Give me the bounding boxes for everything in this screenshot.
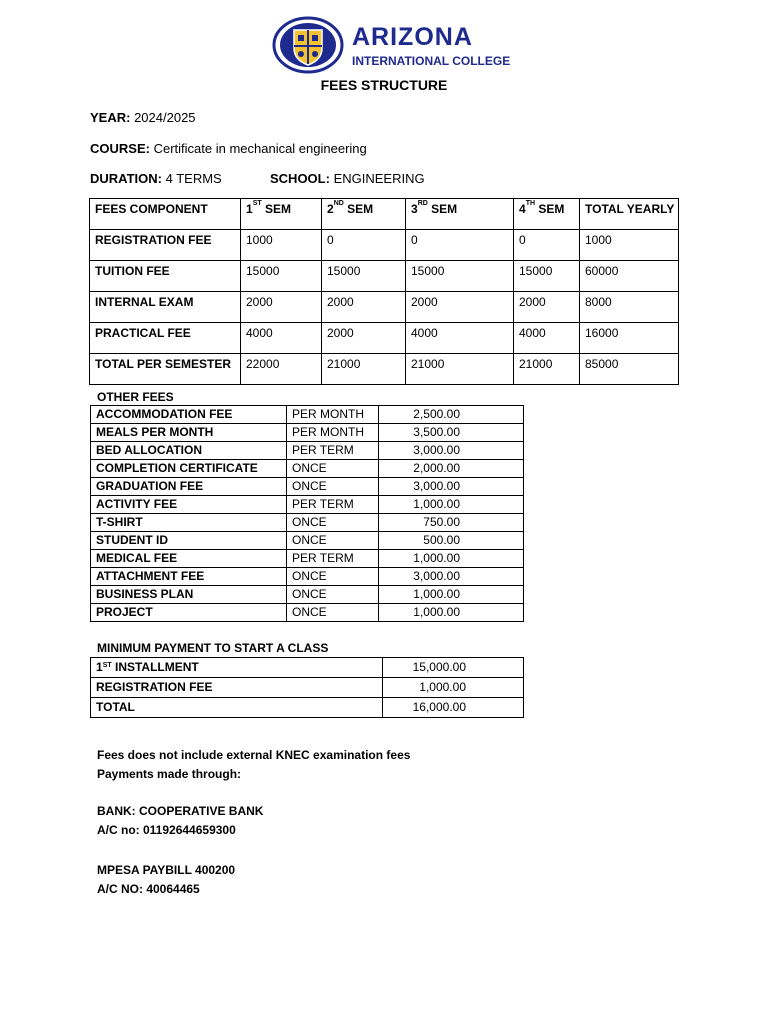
other-fees-title: OTHER FEES bbox=[97, 390, 174, 404]
fee-frequency: PER MONTH bbox=[287, 406, 379, 424]
document-title: FEES STRUCTURE bbox=[320, 77, 448, 93]
mpesa-account: A/C NO: 40064465 bbox=[97, 882, 200, 896]
table-cell: 0 bbox=[514, 230, 580, 261]
fee-amount: 1,000.00 bbox=[379, 550, 524, 568]
table-cell: 4000 bbox=[406, 323, 514, 354]
fee-amount: 500.00 bbox=[379, 532, 524, 550]
payment-item: REGISTRATION FEE bbox=[91, 678, 383, 698]
table-cell: 2000 bbox=[514, 292, 580, 323]
row-label: TUITION FEE bbox=[90, 261, 241, 292]
header-sem-2: 2ND SEM bbox=[322, 199, 406, 230]
fee-item: BUSINESS PLAN bbox=[91, 586, 287, 604]
min-payment-table bbox=[90, 657, 524, 718]
table-row bbox=[91, 586, 524, 604]
table-row bbox=[91, 604, 524, 622]
fee-frequency: PER TERM bbox=[287, 442, 379, 460]
fee-amount: 2,500.00 bbox=[379, 406, 524, 424]
table-row bbox=[90, 354, 679, 385]
fee-frequency: ONCE bbox=[287, 478, 379, 496]
school-line bbox=[270, 171, 425, 187]
table-row bbox=[91, 698, 524, 718]
row-label: REGISTRATION FEE bbox=[90, 230, 241, 261]
fee-amount: 1,000.00 bbox=[379, 586, 524, 604]
row-label: TOTAL PER SEMESTER bbox=[90, 354, 241, 385]
year-line bbox=[90, 110, 196, 126]
table-row bbox=[90, 323, 679, 354]
table-cell: 0 bbox=[322, 230, 406, 261]
row-label: INTERNAL EXAM bbox=[90, 292, 241, 323]
fee-amount: 1,000.00 bbox=[379, 496, 524, 514]
fee-item: BED ALLOCATION bbox=[91, 442, 287, 460]
table-cell: 2000 bbox=[322, 292, 406, 323]
fee-amount: 3,000.00 bbox=[379, 568, 524, 586]
header-sem-3: 3RD SEM bbox=[406, 199, 514, 230]
table-row bbox=[90, 292, 679, 323]
fee-frequency: ONCE bbox=[287, 568, 379, 586]
fee-item: STUDENT ID bbox=[91, 532, 287, 550]
duration-label: DURATION: bbox=[90, 171, 162, 186]
table-cell: 15000 bbox=[322, 261, 406, 292]
bank-account: A/C no: 01192644659300 bbox=[97, 823, 236, 837]
payment-methods-heading: Payments made through: bbox=[97, 767, 242, 781]
fee-frequency: ONCE bbox=[287, 586, 379, 604]
year-label: YEAR: bbox=[90, 110, 131, 125]
table-row bbox=[91, 478, 524, 496]
table-row bbox=[91, 568, 524, 586]
table-row bbox=[90, 261, 679, 292]
table-cell: 2000 bbox=[241, 292, 322, 323]
other-fees-table bbox=[90, 405, 524, 622]
table-row bbox=[91, 424, 524, 442]
table-row bbox=[91, 442, 524, 460]
payment-item: 1ST INSTALLMENT bbox=[91, 658, 383, 678]
table-cell: 0 bbox=[406, 230, 514, 261]
min-payment-title: MINIMUM PAYMENT TO START A CLASS bbox=[97, 641, 329, 655]
fee-frequency: PER MONTH bbox=[287, 424, 379, 442]
course-label: COURSE: bbox=[90, 141, 150, 156]
table-header-row bbox=[90, 199, 679, 230]
fee-item: GRADUATION FEE bbox=[91, 478, 287, 496]
college-crest-logo bbox=[272, 16, 344, 74]
header-sem-4: 4TH SEM bbox=[514, 199, 580, 230]
school-label: SCHOOL: bbox=[270, 171, 330, 186]
fee-frequency: ONCE bbox=[287, 604, 379, 622]
table-row bbox=[91, 550, 524, 568]
table-cell: 15000 bbox=[406, 261, 514, 292]
table-cell: 15000 bbox=[241, 261, 322, 292]
fee-amount: 750.00 bbox=[379, 514, 524, 532]
fee-frequency: ONCE bbox=[287, 532, 379, 550]
header-fees-component: FEES COMPONENT bbox=[90, 199, 241, 230]
table-row bbox=[91, 406, 524, 424]
table-row bbox=[91, 658, 524, 678]
school-value: ENGINEERING bbox=[333, 171, 425, 186]
exam-fee-note: Fees does not include external KNEC examination fees bbox=[97, 748, 411, 762]
fee-frequency: PER TERM bbox=[287, 496, 379, 514]
bank-name: BANK: COOPERATIVE BANK bbox=[97, 804, 264, 818]
fee-amount: 3,000.00 bbox=[379, 478, 524, 496]
fee-amount: 3,000.00 bbox=[379, 442, 524, 460]
table-cell: 85000 bbox=[580, 354, 679, 385]
fee-item: MEDICAL FEE bbox=[91, 550, 287, 568]
table-cell: 21000 bbox=[514, 354, 580, 385]
payment-item: TOTAL bbox=[91, 698, 383, 718]
table-cell: 2000 bbox=[322, 323, 406, 354]
brand-subtitle: INTERNATIONAL COLLEGE bbox=[352, 54, 511, 68]
table-cell: 60000 bbox=[580, 261, 679, 292]
table-row bbox=[91, 496, 524, 514]
table-cell: 15000 bbox=[514, 261, 580, 292]
header-total-yearly: TOTAL YEARLY bbox=[580, 199, 679, 230]
duration-value: 4 TERMS bbox=[165, 171, 222, 186]
fee-frequency: ONCE bbox=[287, 460, 379, 478]
fee-amount: 3,500.00 bbox=[379, 424, 524, 442]
fee-frequency: PER TERM bbox=[287, 550, 379, 568]
payment-amount: 15,000.00 bbox=[383, 658, 524, 678]
payment-amount: 1,000.00 bbox=[383, 678, 524, 698]
table-cell: 1000 bbox=[241, 230, 322, 261]
duration-line bbox=[90, 171, 222, 187]
fee-item: ACCOMMODATION FEE bbox=[91, 406, 287, 424]
table-cell: 21000 bbox=[406, 354, 514, 385]
table-row bbox=[90, 230, 679, 261]
fee-item: T-SHIRT bbox=[91, 514, 287, 532]
table-cell: 4000 bbox=[514, 323, 580, 354]
table-row bbox=[91, 532, 524, 550]
table-cell: 16000 bbox=[580, 323, 679, 354]
table-cell: 22000 bbox=[241, 354, 322, 385]
table-row bbox=[91, 514, 524, 532]
header-sem-1: 1ST SEM bbox=[241, 199, 322, 230]
table-row bbox=[91, 460, 524, 478]
row-label: PRACTICAL FEE bbox=[90, 323, 241, 354]
fee-amount: 2,000.00 bbox=[379, 460, 524, 478]
fee-item: ATTACHMENT FEE bbox=[91, 568, 287, 586]
fee-item: ACTIVITY FEE bbox=[91, 496, 287, 514]
course-value: Certificate in mechanical engineering bbox=[153, 141, 367, 156]
year-value: 2024/2025 bbox=[134, 110, 196, 125]
course-line bbox=[90, 141, 367, 157]
table-cell: 1000 bbox=[580, 230, 679, 261]
brand-name: ARIZONA bbox=[352, 23, 473, 51]
fee-frequency: ONCE bbox=[287, 514, 379, 532]
table-row bbox=[91, 678, 524, 698]
table-cell: 8000 bbox=[580, 292, 679, 323]
fee-amount: 1,000.00 bbox=[379, 604, 524, 622]
semester-fees-table bbox=[89, 198, 679, 385]
table-cell: 21000 bbox=[322, 354, 406, 385]
fee-item: PROJECT bbox=[91, 604, 287, 622]
payment-amount: 16,000.00 bbox=[383, 698, 524, 718]
fee-item: MEALS PER MONTH bbox=[91, 424, 287, 442]
table-cell: 4000 bbox=[241, 323, 322, 354]
mpesa-paybill: MPESA PAYBILL 400200 bbox=[97, 863, 236, 877]
table-cell: 2000 bbox=[406, 292, 514, 323]
fee-item: COMPLETION CERTIFICATE bbox=[91, 460, 287, 478]
